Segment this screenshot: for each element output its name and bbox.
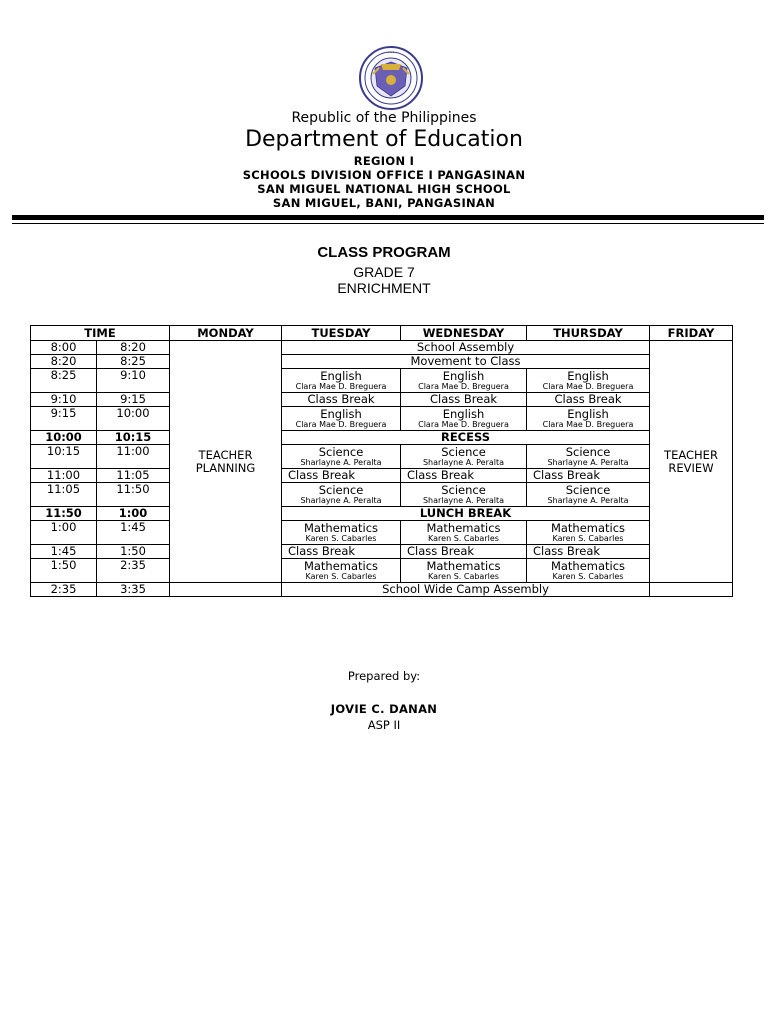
table-row [31, 507, 733, 521]
subject-cell [401, 369, 527, 393]
time-end: 9:15 [97, 393, 170, 407]
subject-name: Mathematics [303, 559, 379, 573]
table-row [31, 483, 733, 507]
span-activity: School Wide Camp Assembly [282, 583, 650, 597]
table-row [31, 431, 733, 445]
class-break-cell: Class Break [527, 545, 650, 559]
subject-cell [282, 369, 401, 393]
time-start: 8:00 [31, 341, 97, 355]
friday-text-line: TEACHER [664, 447, 718, 462]
class-break-cell: Class Break [401, 393, 527, 407]
table-row [31, 469, 733, 483]
subject-name: English [567, 369, 609, 383]
subject-name: Science [565, 483, 611, 497]
header-tuesday: TUESDAY [282, 326, 401, 341]
header-wednesday: WEDNESDAY [401, 326, 527, 341]
teacher-name: Clara Mae D. Breguera [542, 382, 634, 391]
subject-cell [401, 445, 527, 469]
deped-seal-logo [351, 46, 431, 110]
span-activity: School Assembly [282, 341, 650, 355]
subject-cell [527, 445, 650, 469]
subject-name: Science [441, 445, 486, 459]
teacher-name: Clara Mae D. Breguera [542, 420, 634, 429]
prepared-by-label: Prepared by: [347, 669, 421, 683]
teacher-name: Sharlayne A. Peralta [300, 496, 382, 505]
time-start: 11:50 [31, 507, 97, 521]
program-section: ENRICHMENT [337, 280, 431, 296]
time-start: 10:00 [31, 431, 97, 445]
span-activity: LUNCH BREAK [282, 507, 650, 521]
time-end: 11:50 [97, 483, 170, 507]
region-line: REGION I [353, 154, 415, 168]
subject-name: Mathematics [426, 559, 501, 573]
table-row [31, 583, 733, 597]
monday-text-line: TEACHER [198, 447, 253, 462]
department-name: Department of Education [245, 127, 523, 152]
time-start: 9:15 [31, 407, 97, 431]
subject-name: English [567, 407, 609, 421]
subject-name: Mathematics [550, 559, 626, 573]
division-line: SCHOOLS DIVISION OFFICE I PANGASINAN [242, 168, 526, 182]
header-rule-thin [12, 223, 764, 224]
table-row [31, 521, 733, 545]
time-end: 10:00 [97, 407, 170, 431]
time-end: 3:35 [97, 583, 170, 597]
subject-cell [527, 369, 650, 393]
class-break-cell: Class Break [401, 469, 527, 483]
time-end: 9:10 [97, 369, 170, 393]
table-header-row [31, 326, 733, 341]
time-start: 2:35 [31, 583, 97, 597]
teacher-name: Karen S. Cabarles [552, 572, 624, 581]
class-break-cell: Class Break [282, 545, 401, 559]
school-name: SAN MIGUEL NATIONAL HIGH SCHOOL [257, 182, 511, 196]
friday-text-line: REVIEW [668, 460, 714, 475]
header-time: TIME [31, 326, 170, 341]
table-row [31, 341, 733, 355]
time-start: 11:00 [31, 469, 97, 483]
republic-line: Republic of the Philippines [291, 110, 477, 126]
time-end: 2:35 [97, 559, 170, 583]
time-end: 1:45 [97, 521, 170, 545]
subject-cell [282, 407, 401, 431]
friday-teacher-review [650, 341, 733, 583]
table-row [31, 559, 733, 583]
time-start: 11:05 [31, 483, 97, 507]
header-rule-thick [12, 215, 764, 220]
friday-empty-cell [650, 583, 733, 597]
teacher-name: Sharlayne A. Peralta [547, 458, 629, 467]
teacher-name: Clara Mae D. Breguera [295, 420, 387, 429]
class-schedule-table [30, 325, 733, 597]
header-friday: FRIDAY [650, 326, 733, 341]
program-grade: GRADE 7 [353, 264, 415, 280]
time-start: 8:20 [31, 355, 97, 369]
time-end: 1:50 [97, 545, 170, 559]
teacher-name: Clara Mae D. Breguera [295, 382, 387, 391]
header-thursday: THURSDAY [527, 326, 650, 341]
monday-teacher-planning [170, 341, 282, 583]
class-break-cell: Class Break [282, 393, 401, 407]
subject-name: Science [318, 445, 364, 459]
time-start: 8:25 [31, 369, 97, 393]
teacher-name: Karen S. Cabarles [428, 572, 499, 581]
time-start: 1:50 [31, 559, 97, 583]
subject-cell [401, 521, 527, 545]
subject-cell [401, 407, 527, 431]
svg-text:•••: ••• [387, 50, 395, 55]
time-start: 10:15 [31, 445, 97, 469]
table-row [31, 393, 733, 407]
school-address: SAN MIGUEL, BANI, PANGASINAN [272, 196, 496, 210]
teacher-name: Sharlayne A. Peralta [547, 496, 629, 505]
teacher-name: Karen S. Cabarles [305, 572, 377, 581]
time-start: 1:00 [31, 521, 97, 545]
time-end: 11:05 [97, 469, 170, 483]
teacher-name: Clara Mae D. Breguera [418, 420, 509, 429]
span-activity: Movement to Class [282, 355, 650, 369]
teacher-name: Sharlayne A. Peralta [300, 458, 382, 467]
subject-cell [282, 483, 401, 507]
teacher-name: Sharlayne A. Peralta [422, 496, 505, 505]
subject-cell [282, 559, 401, 583]
subject-name: Science [441, 483, 486, 497]
time-end: 1:00 [97, 507, 170, 521]
subject-name: English [442, 407, 485, 421]
table-row [31, 369, 733, 393]
subject-name: Mathematics [303, 521, 379, 535]
span-activity: RECESS [282, 431, 650, 445]
time-start: 9:10 [31, 393, 97, 407]
table-row [31, 445, 733, 469]
subject-name: English [320, 369, 362, 383]
program-title: CLASS PROGRAM [317, 244, 451, 261]
teacher-name: Karen S. Cabarles [305, 534, 377, 543]
table-row [31, 545, 733, 559]
subject-cell [401, 483, 527, 507]
signer-position: ASP II [367, 718, 401, 732]
class-break-cell: Class Break [282, 469, 401, 483]
time-end: 8:20 [97, 341, 170, 355]
subject-name: Mathematics [426, 521, 501, 535]
class-break-cell: Class Break [527, 469, 650, 483]
subject-cell [527, 521, 650, 545]
time-end: 11:00 [97, 445, 170, 469]
subject-cell [527, 483, 650, 507]
subject-name: Science [318, 483, 364, 497]
time-end: 10:15 [97, 431, 170, 445]
monday-empty-cell [170, 583, 282, 597]
teacher-name: Karen S. Cabarles [552, 534, 624, 543]
time-end: 8:25 [97, 355, 170, 369]
subject-cell [527, 407, 650, 431]
class-break-cell: Class Break [527, 393, 650, 407]
subject-name: Mathematics [550, 521, 626, 535]
class-break-cell: Class Break [401, 545, 527, 559]
signer-name: JOVIE C. DANAN [330, 702, 438, 716]
subject-name: English [442, 369, 485, 383]
time-start: 1:45 [31, 545, 97, 559]
subject-cell [282, 521, 401, 545]
table-row [31, 355, 733, 369]
monday-text-line: PLANNING [195, 460, 256, 475]
subject-name: English [320, 407, 362, 421]
table-row [31, 407, 733, 431]
teacher-name: Clara Mae D. Breguera [418, 382, 509, 391]
header-monday: MONDAY [170, 326, 282, 341]
teacher-name: Karen S. Cabarles [428, 534, 499, 543]
subject-name: Science [565, 445, 611, 459]
subject-cell [401, 559, 527, 583]
teacher-name: Sharlayne A. Peralta [422, 458, 505, 467]
subject-cell [527, 559, 650, 583]
subject-cell [282, 445, 401, 469]
